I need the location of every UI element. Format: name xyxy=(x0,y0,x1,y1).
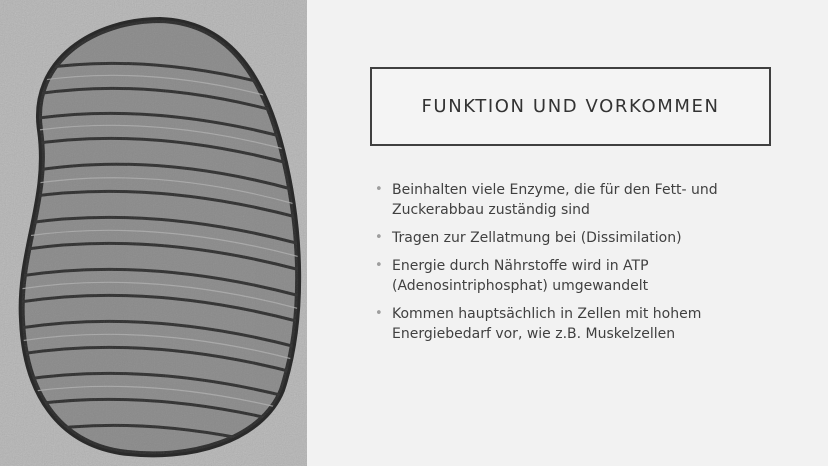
bullet-list xyxy=(372,180,792,352)
bullet-item xyxy=(372,228,792,248)
bullet-item xyxy=(372,180,792,220)
bullet-text-line-1: Tragen zur Zellatmung bei (Dissimilation) xyxy=(392,230,682,246)
mitochondrion-icon xyxy=(0,0,307,466)
bullet-text-line-2: Zuckerabbau zuständig sind xyxy=(392,202,590,218)
bullet-item xyxy=(372,256,792,296)
bullet-dot: • xyxy=(375,182,383,197)
bullet-item xyxy=(372,304,792,344)
slide-title: FUNKTION UND VORKOMMEN xyxy=(421,96,720,117)
bullet-dot: • xyxy=(375,306,383,321)
bullet-text-line-1: Energie durch Nährstoffe wird in ATP xyxy=(392,258,649,274)
bullet-dot: • xyxy=(375,258,383,273)
bullet-text-line-1: Kommen hauptsächlich in Zellen mit hohem xyxy=(392,306,702,322)
title-box xyxy=(370,67,771,146)
bullet-dot: • xyxy=(375,230,383,245)
bullet-text-line-2: (Adenosintriphosphat) umgewandelt xyxy=(392,278,649,294)
mitochondrion-image xyxy=(0,0,307,466)
bullet-text-line-2: Energiebedarf vor, wie z.B. Muskelzellen xyxy=(392,326,676,342)
bullet-text-line-1: Beinhalten viele Enzyme, die für den Fett- und xyxy=(392,182,718,198)
